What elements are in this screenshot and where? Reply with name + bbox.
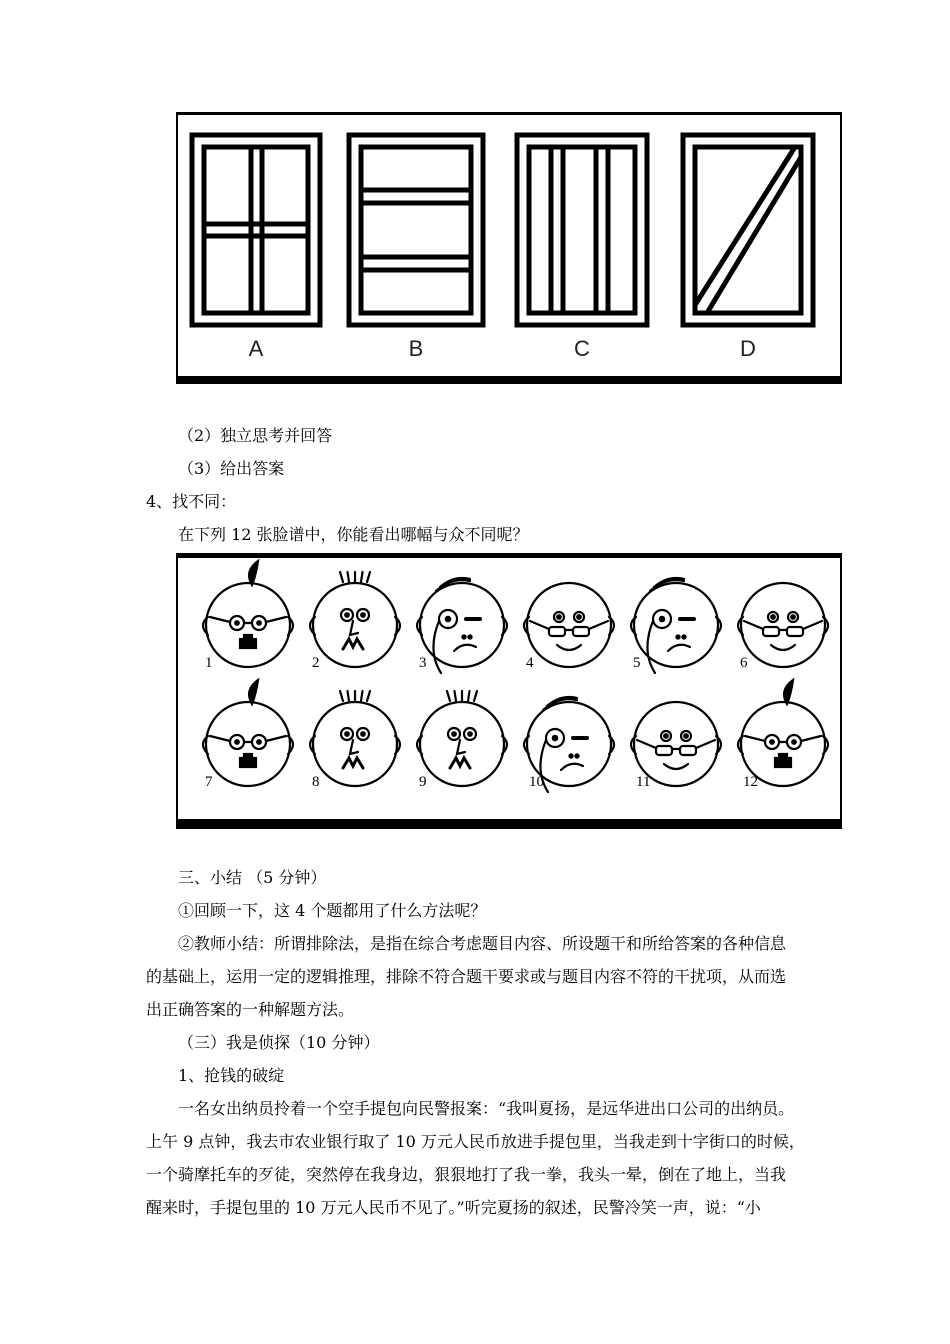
summary-item-2-line-2: 的基础上，运用一定的逻辑推理，排除不符合题干要求或与题目内容不符的干扰项，从而选: [146, 967, 787, 986]
face-number-9: 9: [419, 774, 427, 790]
frame-a: [192, 135, 320, 325]
face-7: [203, 680, 293, 786]
face-number-7: 7: [205, 774, 213, 790]
face-number-8: 8: [312, 774, 320, 790]
case-1-line-2: 上午 9 点钟，我去市农业银行取了 10 万元人民币放进手提包里，当我走到十字街口的时候，: [146, 1132, 805, 1151]
summary-item-1: ①回顾一下，这 4 个题都用了什么方法呢？: [178, 901, 487, 920]
option-label-d: D: [740, 336, 756, 361]
face-4: [524, 583, 614, 667]
face-8: [310, 691, 400, 786]
case-1-title: 1、抢钱的破绽: [178, 1066, 285, 1085]
step-2-text: （2）独立思考并回答: [178, 426, 333, 445]
face-6: [738, 583, 828, 667]
face-number-11: 11: [636, 774, 651, 790]
frame-c: [517, 135, 647, 325]
option-label-b: B: [408, 336, 424, 361]
option-label-c: C: [574, 336, 590, 361]
case-1-line-1: 一名女出纳员拎着一个空手提包向民警报案：“我叫夏扬，是远华进出口公司的出纳员。: [178, 1099, 795, 1118]
window-frames-svg: [176, 112, 842, 384]
face-number-1: 1: [205, 655, 213, 671]
summary-item-2-line-1: ②教师小结：所谓排除法，是指在综合考虑题目内容、所设题干和所给答案的各种信息: [178, 934, 787, 953]
face-number-4: 4: [526, 655, 534, 671]
option-label-a: A: [248, 336, 264, 361]
face-number-2: 2: [312, 655, 320, 671]
face-1: [203, 561, 293, 667]
face-2: [310, 572, 400, 667]
summary-title: 三、小结 （5 分钟）: [178, 868, 327, 887]
step-3-text: （3）给出答案: [178, 459, 285, 478]
face-9: [417, 691, 507, 786]
faces-svg: [176, 553, 842, 829]
summary-item-2-line-3: 出正确答案的一种解题方法。: [146, 1000, 355, 1019]
face-5: [631, 578, 721, 673]
window-frames-figure: [176, 112, 842, 384]
face-number-12: 12: [743, 774, 758, 790]
question-4-title: 4、找不同：: [146, 492, 237, 511]
face-number-6: 6: [740, 655, 748, 671]
case-1-line-4: 醒来时，手提包里的 10 万元人民币不见了。”听完夏扬的叙述，民警冷笑一声，说：“小: [146, 1198, 761, 1217]
face-number-5: 5: [633, 655, 641, 671]
face-number-3: 3: [419, 655, 427, 671]
question-4-description: 在下列 12 张脸谱中，你能看出哪幅与众不同呢？: [178, 525, 529, 544]
face-3: [417, 578, 507, 673]
faces-figure: [176, 553, 842, 829]
case-1-line-3: 一个骑摩托车的歹徒，突然停在我身边，狠狠地打了我一拳，我头一晕，倒在了地上，当我: [146, 1165, 787, 1184]
detective-section-title: （三）我是侦探（10 分钟）: [178, 1033, 380, 1052]
face-number-10: 10: [529, 774, 544, 790]
frame-d: [683, 135, 813, 325]
face-12: [738, 680, 828, 786]
frame-b: [349, 135, 483, 325]
